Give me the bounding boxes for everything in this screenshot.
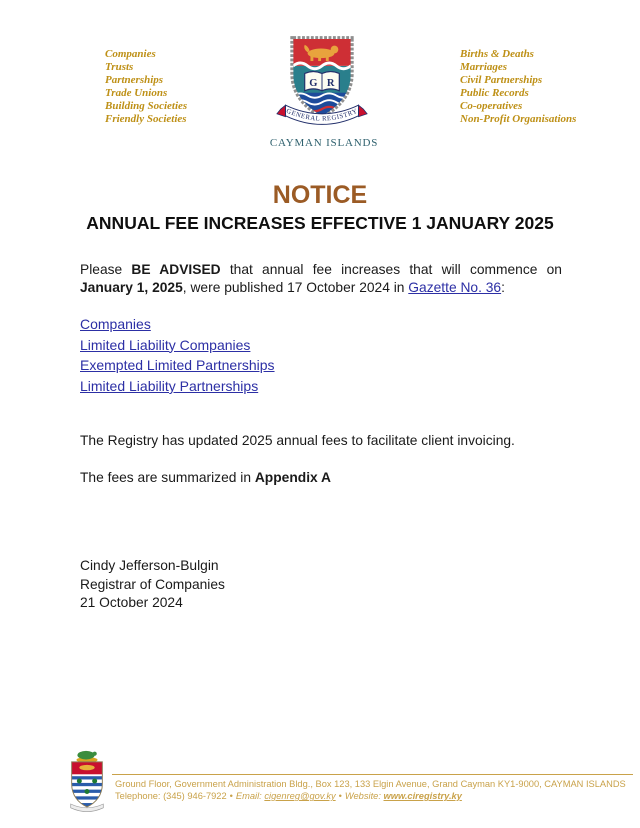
service-item: Civil Partnerships — [460, 74, 543, 86]
effective-date-text: January 1, 2025 — [80, 279, 183, 295]
exempted-lp-fees-link[interactable]: Exempted Limited Partnerships — [80, 357, 275, 374]
service-item: Marriages — [460, 61, 508, 73]
banner-text: GENERAL REGISTRY — [285, 107, 359, 123]
footer-divider — [112, 774, 633, 775]
footer-email-link[interactable]: cigenreg@gov.ky — [264, 791, 336, 801]
signatory-name: Cindy Jefferson-Bulgin — [80, 558, 219, 573]
footer-telephone: Telephone: (345) 946-7922 — [115, 791, 227, 801]
companies-fees-link[interactable]: Companies — [80, 316, 151, 332]
signature-block — [80, 557, 225, 613]
notice-subtitle: ANNUAL FEE INCREASES EFFECTIVE 1 JANUARY 2025 — [86, 213, 554, 233]
service-item: Friendly Societies — [105, 113, 187, 125]
appendix-paragraph — [80, 469, 562, 487]
service-item: Co-operatives — [460, 100, 523, 112]
footer-website-link[interactable]: www.ciregistry.ky — [383, 791, 462, 801]
be-advised-text: BE ADVISED — [131, 262, 221, 277]
appendix-text: The fees are summarized in — [80, 470, 255, 485]
bullet-separator: • — [338, 791, 342, 801]
cayman-coat-of-arms-icon — [64, 749, 110, 813]
intro-text: : — [501, 279, 505, 295]
service-item: Trusts — [105, 61, 134, 73]
llc-fees-link[interactable]: Limited Liability Companies — [80, 336, 251, 353]
service-item: Companies — [105, 48, 156, 60]
intro-text: that annual fee increases that will commence on — [220, 262, 562, 277]
signatory-role: Registrar of Companies — [80, 576, 225, 592]
fee-schedule-links — [80, 314, 275, 396]
bullet-separator: • — [229, 791, 233, 801]
open-book-icon — [305, 72, 340, 91]
appendix-a-text: Appendix A — [254, 470, 331, 485]
footer-address: Ground Floor, Government Administration Bldg., Box 123, 133 Elgin Avenue, Grand Cayman KY1-9000, CAYMAN ISLANDS — [115, 779, 626, 789]
footer-email-label: Email: — [235, 791, 262, 801]
service-item: Trade Unions — [105, 87, 168, 99]
signature-date: 21 October 2024 — [80, 595, 183, 611]
service-item: Births & Deaths — [460, 48, 534, 60]
intro-text: Please — [80, 262, 132, 277]
book-initial-g: G — [309, 78, 318, 89]
service-item: Building Societies — [105, 100, 188, 112]
notice-title: NOTICE — [272, 181, 368, 209]
service-item: Public Records — [460, 87, 529, 99]
service-item: Partnerships — [105, 74, 164, 86]
registry-update-paragraph: The Registry has updated 2025 annual fees to facilitate client invoicing. — [80, 433, 515, 448]
footer-contact — [115, 790, 635, 803]
intro-paragraph — [80, 261, 562, 297]
footer-website-label: Website: — [344, 791, 381, 801]
general-registry-crest-icon — [274, 33, 370, 139]
intro-text: , were published 17 October 2024 in — [182, 279, 409, 295]
gazette-link[interactable]: Gazette No. 36 — [408, 279, 502, 295]
service-item: Non-Profit Organisations — [460, 113, 577, 125]
llp-fees-link[interactable]: Limited Liability Partnerships — [80, 377, 259, 394]
country-label: CAYMAN ISLANDS — [269, 137, 379, 149]
registry-services-right — [460, 48, 576, 126]
book-initial-r: R — [326, 78, 335, 89]
registry-services-left — [105, 48, 187, 126]
